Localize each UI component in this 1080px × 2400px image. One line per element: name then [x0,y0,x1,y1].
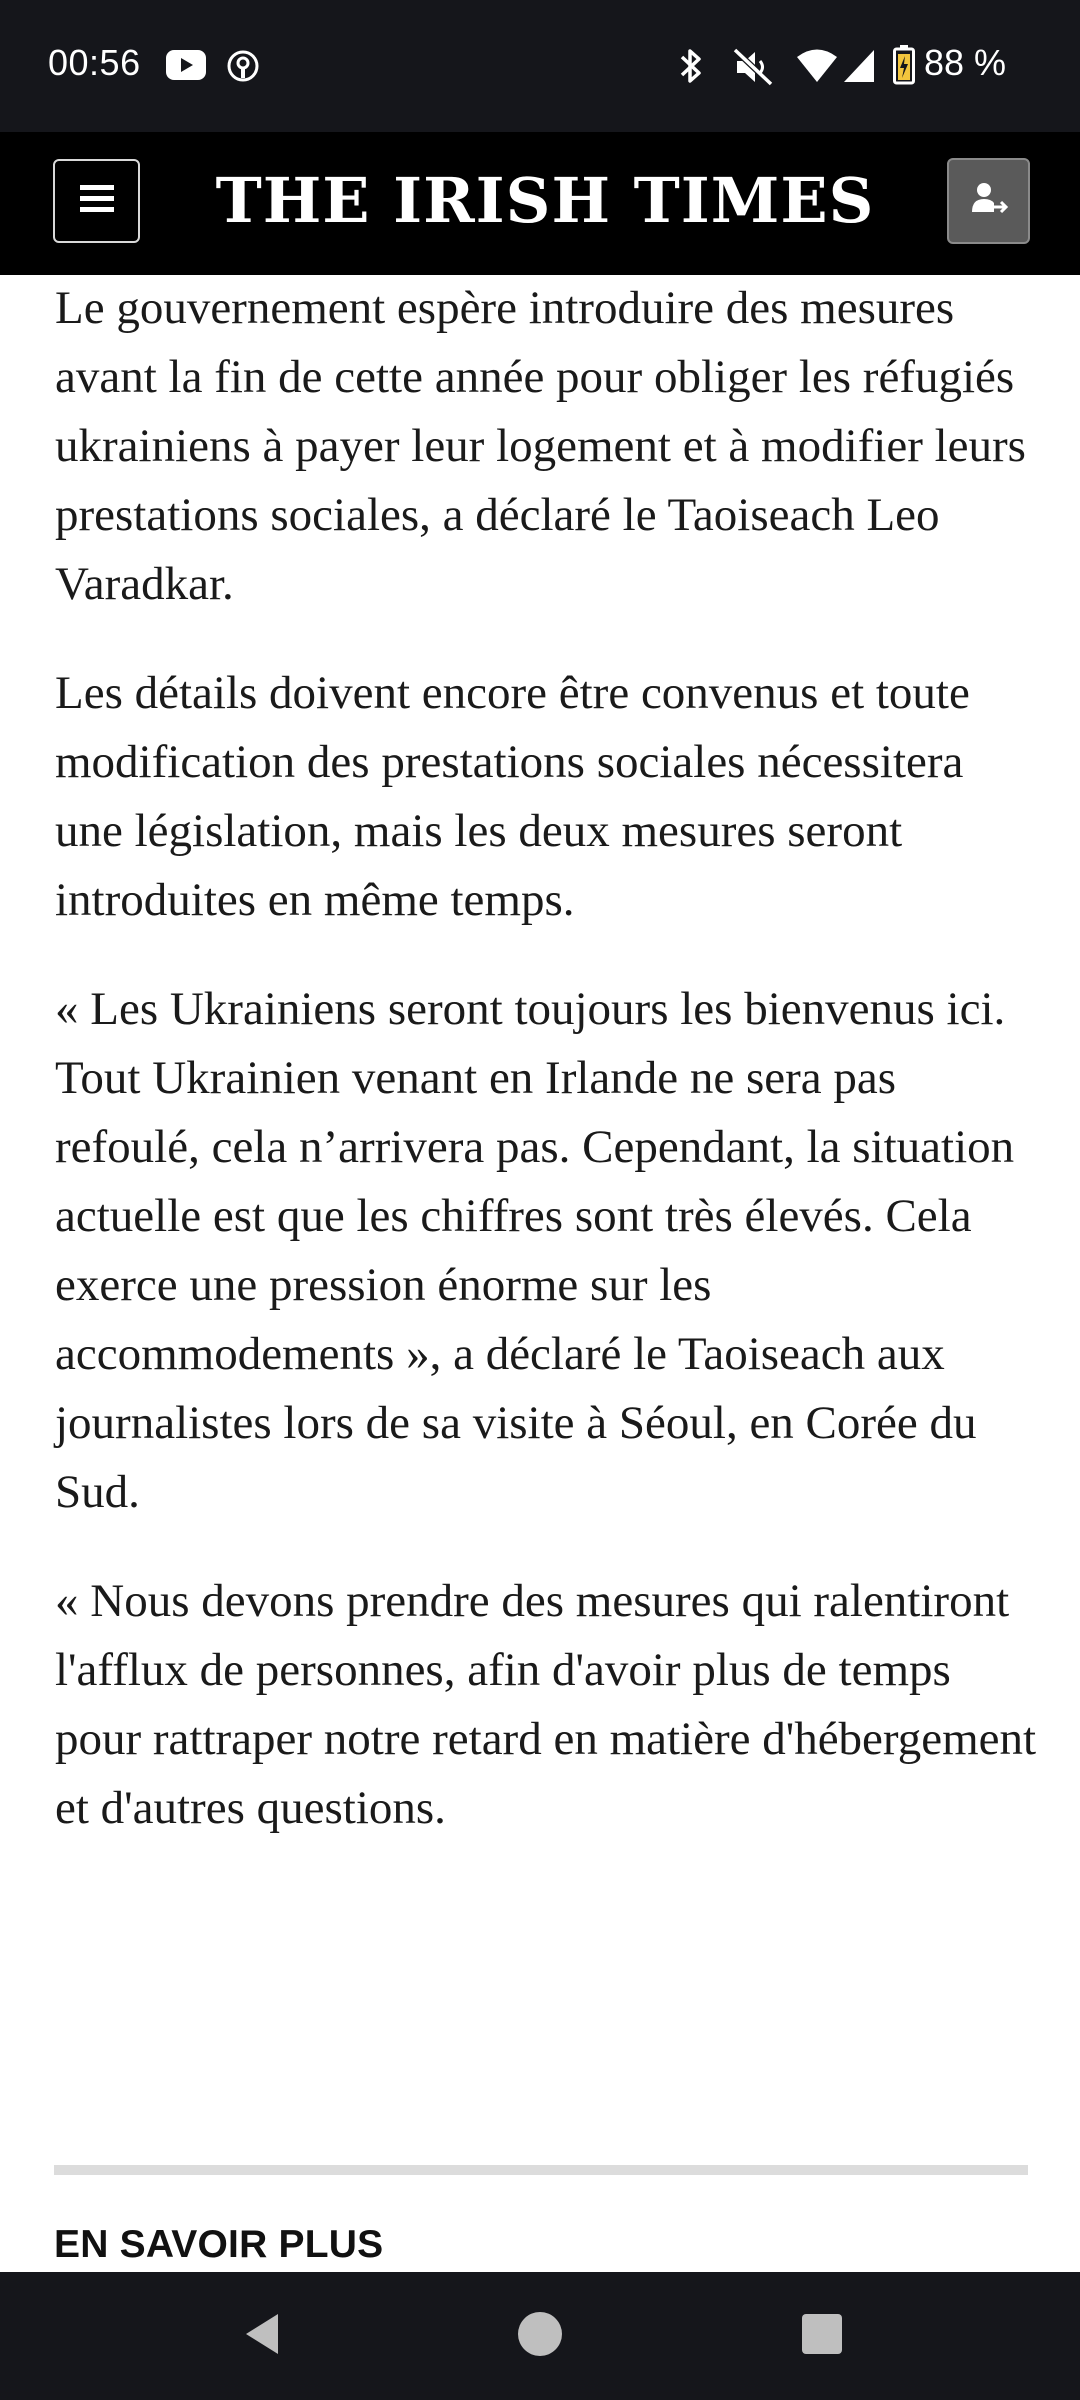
podcast-icon [226,49,260,88]
youtube-icon [166,50,206,85]
wifi-icon [795,48,839,89]
mute-icon [733,48,773,91]
account-sign-in-icon [969,179,1009,224]
battery-icon [893,45,915,90]
home-icon [517,2311,563,2362]
article-body [55,275,1040,1883]
site-logo[interactable]: THE IRISH TIMES [215,164,875,237]
article-paragraph: Les détails doivent encore être convenus et toute modification des prestations sociales nécessitera une législation, mais les deux mesures seront introduites en même temps. [55,667,970,926]
signal-icon [842,48,876,89]
recents-icon [801,2313,843,2360]
masthead-header [0,132,1080,275]
bluetooth-icon [676,46,706,91]
article-paragraph: Le gouvernement espère introduire des mesures avant la fin de cette année pour obliger les réfugiés ukrainiens à payer leur logement et à modifier leurs prestations sociales, a déclaré le Taoiseach Leo Varadkar. [55,282,1026,610]
back-icon [242,2311,282,2362]
system-navigation-bar [0,2272,1080,2400]
status-bar [0,0,1080,132]
home-button[interactable] [500,2296,580,2376]
section-divider [54,2165,1028,2175]
hamburger-menu-icon [78,183,116,220]
back-button[interactable] [222,2296,302,2376]
account-button[interactable] [947,158,1030,244]
recents-button[interactable] [782,2296,862,2376]
menu-button[interactable] [53,159,140,243]
read-more-heading: EN SAVOIR PLUS [54,2223,384,2266]
status-time: 00:56 [48,42,141,83]
article-paragraph: « Les Ukrainiens seront toujours les bienvenus ici. Tout Ukrainien venant en Irlande ne sera pas refoulé, cela n’arrivera pas. Cependant, la situation actuelle est que les chiffres sont très élevés. Cela exerce une pression énorme sur les accommodements », a déclaré le Taoiseach aux journalistes lors de sa visite à Séoul, en Corée du Sud. [55,983,1015,1518]
battery-percent: 88 % [924,42,1007,83]
article-paragraph: « Nous devons prendre des mesures qui ralentiront l'afflux de personnes, afin d'avoir plus de temps pour rattraper notre retard en matière d'hébergement et d'autres questions. [55,1575,1037,1834]
article-content [0,275,1080,2272]
